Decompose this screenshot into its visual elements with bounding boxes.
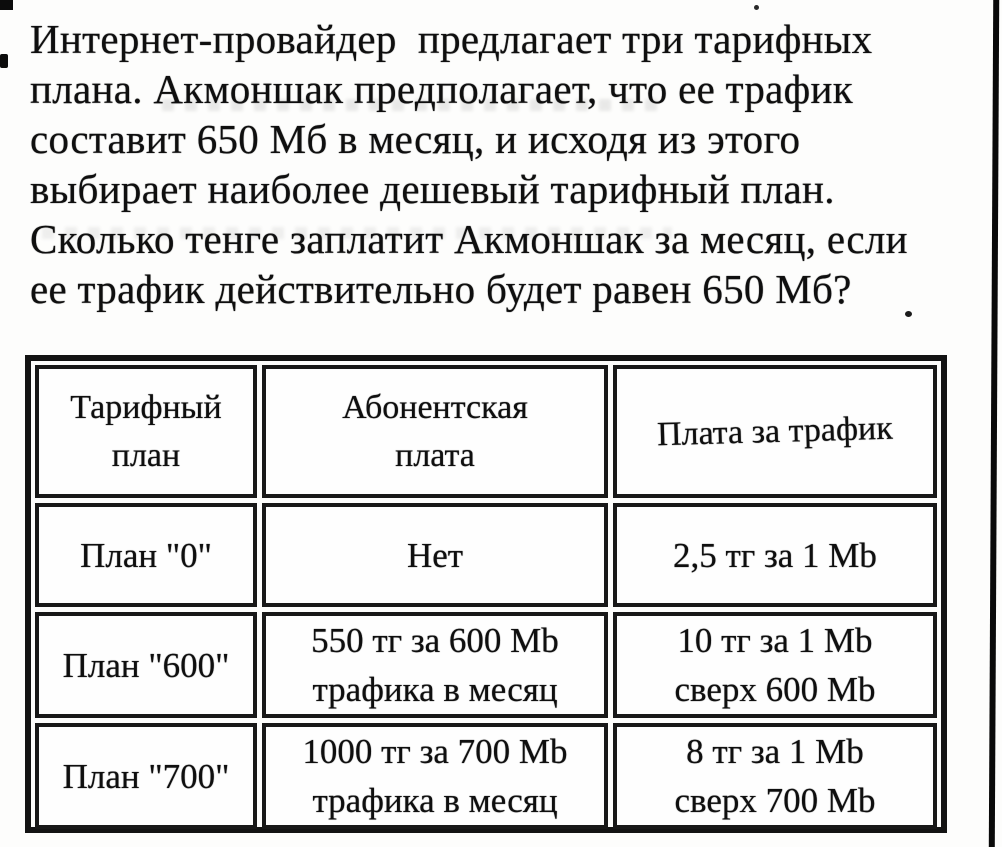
scan-corner-artifact: [0, 0, 13, 10]
header-line: Тарифный: [70, 388, 222, 426]
header-line: план: [111, 436, 181, 474]
cell-line: План "600": [62, 645, 230, 685]
problem-line: Сколько тенге заплатит Акмоншак за месяц, если: [30, 216, 908, 262]
cell-line: 550 тг за 600 Mb: [311, 621, 559, 660]
header-line: Абонентская: [342, 388, 528, 426]
problem-line: ее трафик действительно будет равен 650 Мб?: [30, 266, 852, 312]
cell-line: Нет: [406, 535, 464, 575]
cell-plan-name: [35, 503, 257, 607]
cell-line: трафика в месяц: [312, 781, 558, 820]
header-cell-traffic-charge: [613, 365, 937, 498]
problem-line: Интернет-провайдер предлагает три тарифных: [30, 16, 873, 62]
header-line: плата: [395, 436, 475, 474]
truncated-list-number-dot: [0, 54, 8, 68]
problem-line: плана. Акмоншак предполагает, что ее трафик: [30, 66, 853, 112]
cell-plan-name: [35, 612, 257, 718]
cell-line: 8 тг за 1 Mb: [686, 732, 864, 771]
cell-line: План "0": [80, 535, 212, 575]
tariff-table: [25, 355, 947, 833]
cell-line: План "700": [62, 756, 230, 796]
cell-traffic-charge: [613, 612, 937, 718]
problem-statement: [30, 14, 908, 314]
cell-line: 10 тг за 1 Mb: [677, 621, 873, 660]
header-cell-tariff-plan: [35, 365, 257, 498]
cell-line: трафика в месяц: [312, 670, 558, 709]
header-cell-subscription-fee: [262, 365, 608, 498]
cell-subscription-fee: [262, 612, 608, 718]
cell-subscription-fee: [262, 723, 608, 829]
cell-line: 2,5 тг за 1 Mb: [673, 535, 877, 575]
problem-line: составит 650 Мб в месяц, и исходя из этого: [30, 116, 801, 162]
cell-traffic-charge: [613, 723, 937, 829]
header-line: Плата за трафик: [656, 409, 894, 453]
scan-edge-line: [989, 0, 1000, 847]
cell-line: сверх 600 Mb: [674, 670, 876, 709]
problem-line: выбирает наиболее дешевый тарифный план.: [30, 166, 835, 212]
cell-line: сверх 700 Mb: [674, 781, 876, 820]
cell-subscription-fee: [262, 503, 608, 607]
cell-line: 1000 тг за 700 Mb: [302, 732, 568, 771]
scan-noise-dot: [754, 5, 759, 10]
cell-plan-name: [35, 723, 257, 829]
cell-traffic-charge: [613, 503, 937, 607]
